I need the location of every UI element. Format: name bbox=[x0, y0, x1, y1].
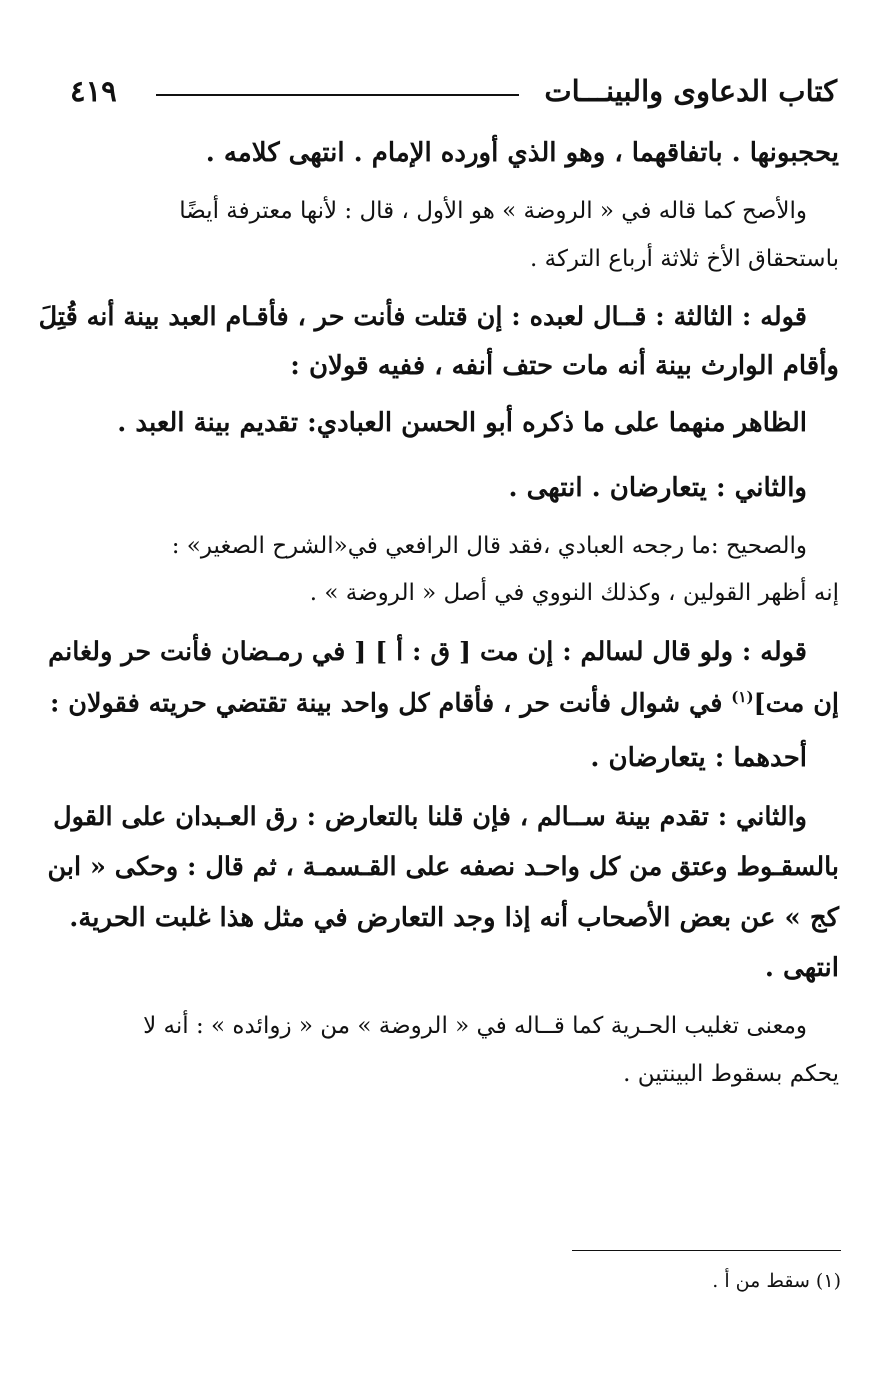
text-line: قوله : الثالثة : قــال لعبده : إن قتلت فأنت حر ، فأقـام العبد بينة أنه قُتِلَ bbox=[38, 302, 807, 332]
text-line: قوله : ولو قال لسالم : إن مت [ ق : أ ] [ في رمـضان فأنت حر ولغانم bbox=[48, 637, 807, 667]
text-line: والأصح كما قاله في « الروضة » هو الأول ، قال : لأنها معترفة أيضًا bbox=[179, 198, 807, 224]
text-line: كج » عن بعض الأصحاب أنه إذا وجد التعارض في مثل هذا غلبت الحرية. bbox=[69, 903, 839, 933]
text-line: وأقام الوارث بينة أنه مات حتف أنفه ، ففيه قولان : bbox=[290, 351, 839, 381]
text-line: ومعنى تغليب الحـرية كما قــاله في « الروضة » من « زوائده » : أنه لا bbox=[143, 1013, 807, 1039]
text-line: باستحقاق الأخ ثلاثة أرباع التركة . bbox=[530, 246, 839, 272]
text-span: في شوال فأنت حر ، فأقام كل واحد بينة تقتضي حريته فقولان : bbox=[49, 688, 732, 719]
page-number: ٤١٩ bbox=[70, 74, 117, 108]
footnote-marker: (١) bbox=[731, 688, 754, 706]
text-line: يحجبونها . باتفاقهما ، وهو الذي أورده الإمام . انتهى كلامه . bbox=[205, 138, 839, 168]
footnote-rule bbox=[572, 1250, 841, 1251]
text-line: والثاني : يتعارضان . انتهى . bbox=[508, 473, 807, 503]
header-rule bbox=[156, 94, 519, 96]
text-line: والثاني : تقدم بينة ســالم ، فإن قلنا بالتعارض : رق العـبدان على القول bbox=[53, 802, 807, 832]
chapter-title: كتاب الدعاوى والبينـــات bbox=[544, 74, 837, 108]
text-line: أحدهما : يتعارضان . bbox=[590, 743, 807, 773]
footnote: (١) سقط من أ . bbox=[712, 1270, 841, 1292]
text-line: بالسقـوط وعتق من كل واحـد نصفه على القـسمـة ، ثم قال : وحكى « ابن bbox=[47, 852, 839, 882]
text-span: إن مت] bbox=[753, 688, 839, 719]
text-line: إنه أظهر القولين ، وكذلك النووي في أصل « الروضة » . bbox=[309, 580, 839, 606]
text-line bbox=[40, 690, 839, 717]
text-line: يحكم بسقوط البينتين . bbox=[623, 1061, 839, 1087]
running-header bbox=[70, 70, 837, 116]
text-line: انتهى . bbox=[764, 953, 839, 983]
text-line: الظاهر منهما على ما ذكره أبو الحسن العبادي: تقديم بينة العبد . bbox=[117, 408, 807, 438]
text-line: والصحيح :ما رجحه العبادي ،فقد قال الرافعي في«الشرح الصغير» : bbox=[171, 533, 807, 559]
